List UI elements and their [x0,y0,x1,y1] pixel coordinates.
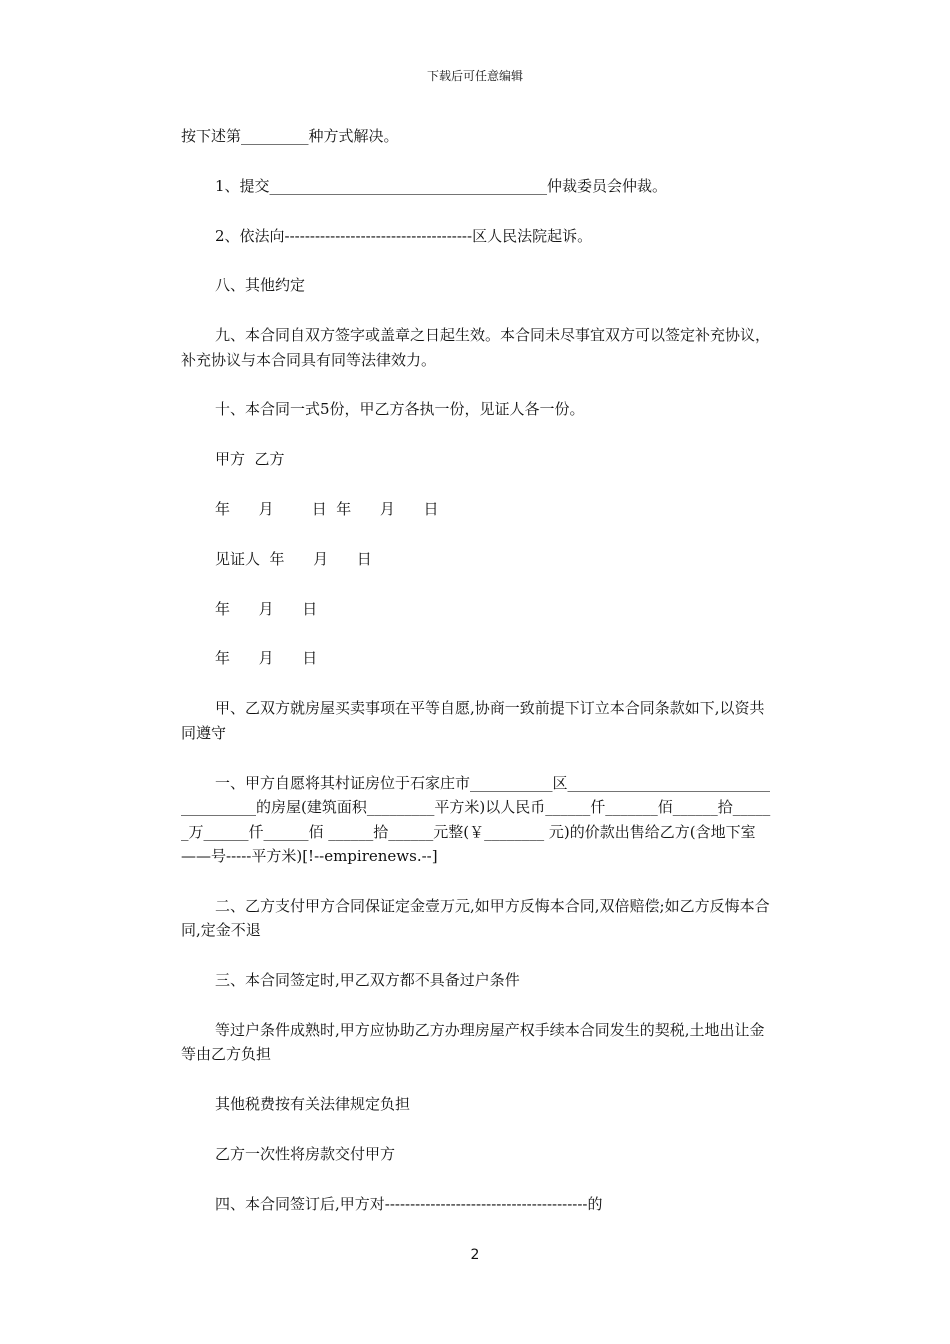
paragraph: 其他税费按有关法律规定负担 [215,1095,411,1114]
page-number: 2 [470,1247,480,1263]
paragraph: 按下述第_________种方式解决。 [181,127,399,145]
paragraph: 年 月 日 年 月 日 [215,500,439,519]
paragraph: 年 月 日 [215,599,318,618]
paragraph: 八、其他约定 [215,276,306,295]
paragraph: 等过户条件成熟时,甲方应协助乙方办理房屋产权手续本合同发生的契税,土地出让金等由乙方负担 [181,1020,765,1064]
paragraph: 三、本合同签定时,甲乙双方都不具备过户条件 [215,971,520,990]
paragraph: 甲、乙双方就房屋买卖事项在平等自愿,协商一致前提下订立本合同条款如下,以资共同遵守 [181,699,765,742]
paragraph: 2、依法向-------------------------------------区人民法院起诉。 [215,226,593,245]
paragraph: 年 月 日 [215,649,318,668]
paragraph: 二、乙方支付甲方合同保证定金壹万元,如甲方反悔本合同,双倍赔偿;如乙方反悔本合同,定金不退 [181,896,770,940]
paragraph: 乙方一次性将房款交付甲方 [215,1145,396,1164]
paragraph: 甲方 乙方 [215,450,285,469]
paragraph: 九、本合同自双方签字或盖章之日起生效。本合同未尽事宜双方可以签定补充协议，补充协议与本合同具有同等法律效力。 [181,326,771,369]
paragraph: 四、本合同签订后,甲方对----------------------------------------的 [215,1194,603,1213]
paragraph: 十、本合同一式5份，甲乙方各执一份，见证人各一份。 [215,400,585,419]
paragraph: 见证人 年 月 日 [215,549,372,568]
paragraph: 一、甲方自愿将其村证房位于石家庄市___________区_____________________________________的房屋(建筑面积_________平方米)以人民币______仟_______佰______拾______万______仟______佰 ______拾______元整(￥________ 元)的价款出售给乙方(含地下室——号-----平方米)[!--empirenews.--] [181,773,771,866]
document-body [181,124,771,1216]
page-header: 下载后可任意编辑 [426,69,523,83]
paragraph: 1、提交_____________________________________仲裁委员会仲裁。 [215,176,668,195]
